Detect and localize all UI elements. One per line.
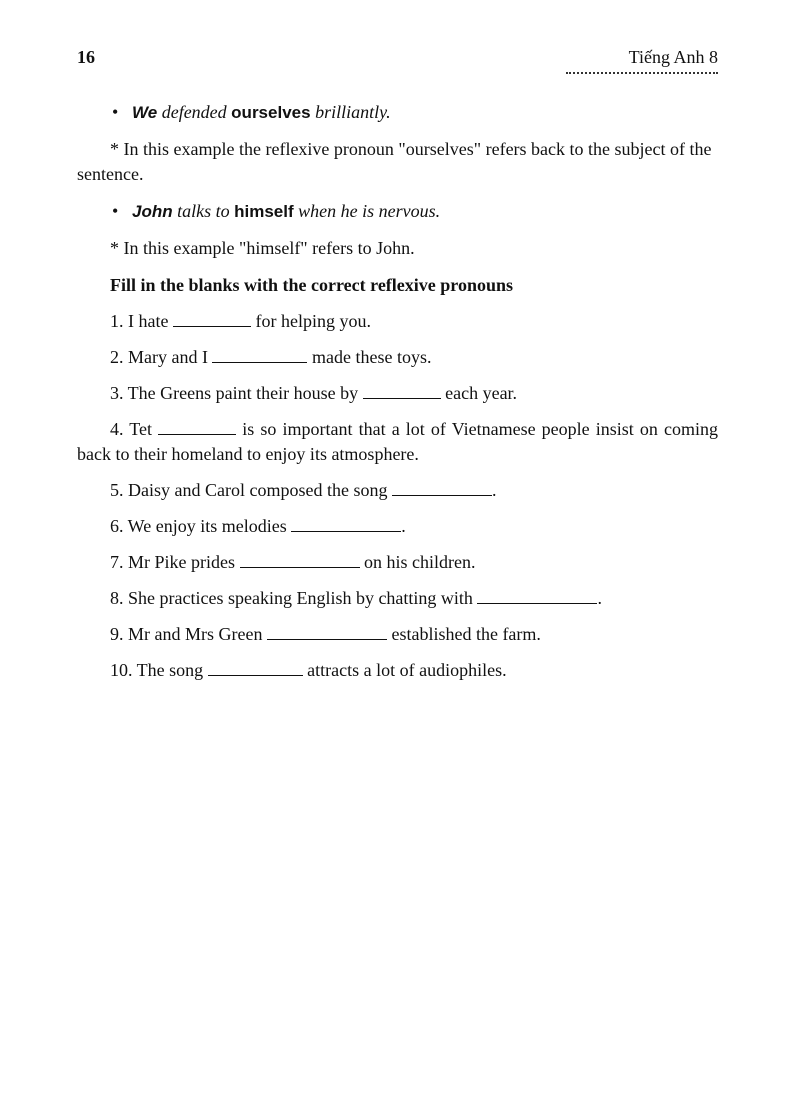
- item-text: 1. I hate: [110, 311, 173, 331]
- answer-blank[interactable]: [158, 420, 236, 435]
- example-pronoun: himself: [234, 202, 294, 221]
- exercise-item: [77, 622, 718, 647]
- example-text: brilliantly.: [310, 102, 391, 122]
- exercise-item: [77, 514, 718, 539]
- item-text: .: [401, 516, 406, 536]
- exercise-heading: Fill in the blanks with the correct reflexive pronouns: [110, 275, 513, 295]
- bullet-icon: •: [112, 201, 119, 221]
- exercise-item: [77, 586, 718, 611]
- item-text: made these toys.: [307, 347, 432, 367]
- example-sentence-2: [77, 199, 718, 224]
- item-text: established the farm.: [386, 624, 541, 644]
- answer-blank[interactable]: [363, 384, 441, 399]
- item-text: 5. Daisy and Carol composed the song: [110, 480, 392, 500]
- answer-blank[interactable]: [173, 312, 251, 327]
- book-title: Tiếng Anh 8: [628, 47, 718, 67]
- exercise-item: [77, 417, 718, 467]
- example-subject: We: [132, 103, 158, 122]
- example-pronoun: ourselves: [231, 103, 311, 122]
- item-text: 7. Mr Pike prides: [110, 552, 240, 572]
- answer-blank[interactable]: [291, 517, 401, 532]
- item-text: 2. Mary and I: [110, 347, 213, 367]
- answer-blank[interactable]: [267, 625, 387, 640]
- item-text: 8. She practices speaking English by chatting with: [110, 588, 478, 608]
- answer-blank[interactable]: [477, 589, 597, 604]
- item-text: is so important that a lot of Vietnamese people insist on coming back to their homeland to enjoy its atmosphere.: [77, 419, 719, 464]
- item-text: 6. We enjoy its melodies: [110, 516, 292, 536]
- exercise-item: [77, 658, 718, 683]
- item-text: on his children.: [359, 552, 476, 572]
- page-number: 16: [77, 47, 95, 67]
- exercise-item: [77, 550, 718, 575]
- item-text: 9. Mr and Mrs Green: [110, 624, 267, 644]
- item-text: each year.: [440, 383, 518, 403]
- bullet-icon: •: [112, 102, 119, 122]
- example-text: defended: [157, 102, 232, 122]
- exercise-item: [77, 381, 718, 406]
- exercise-item: [77, 309, 718, 334]
- running-head: [629, 47, 718, 68]
- page-content: [77, 100, 718, 694]
- item-text: for helping you.: [250, 311, 371, 331]
- answer-blank[interactable]: [392, 481, 492, 496]
- item-text: .: [597, 588, 602, 608]
- item-text: 10. The song: [110, 660, 208, 680]
- dotted-rule: [566, 72, 718, 76]
- example-subject: John: [132, 202, 173, 221]
- answer-blank[interactable]: [208, 661, 303, 676]
- example-text: when he is nervous.: [293, 201, 441, 221]
- item-text: 4. Tet: [110, 419, 159, 439]
- answer-blank[interactable]: [240, 553, 360, 568]
- exercise-item: [77, 345, 718, 370]
- item-text: attracts a lot of audiophiles.: [302, 660, 507, 680]
- answer-blank[interactable]: [212, 348, 307, 363]
- item-text: 3. The Greens paint their house by: [110, 383, 363, 403]
- example-note-2: * In this example "himself" refers to John.: [110, 238, 415, 258]
- example-sentence-1: [77, 100, 718, 125]
- example-text: talks to: [172, 201, 235, 221]
- item-text: .: [491, 480, 497, 500]
- example-note-1: * In this example the reflexive pronoun "ourselves" refers back to the subject of the sentence.: [77, 139, 712, 184]
- exercise-item: [77, 478, 718, 503]
